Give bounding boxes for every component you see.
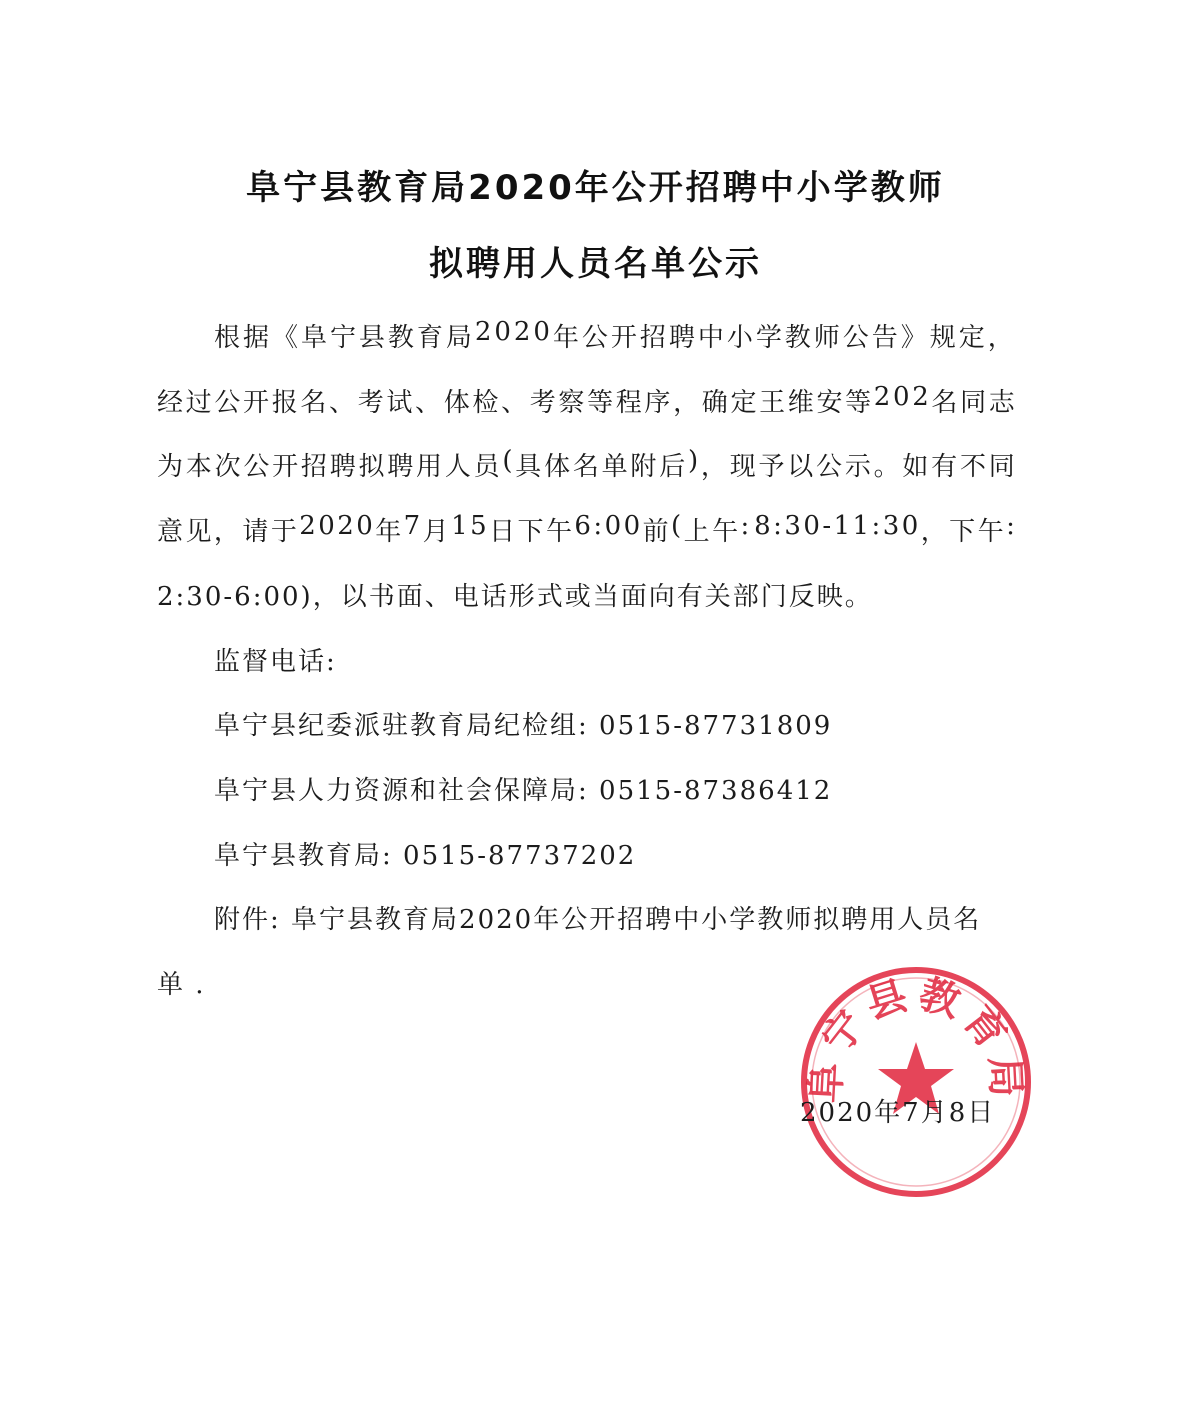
paragraph-line-3: 为 本 次 公 开 招 聘 拟 聘 用 人 员 ( 具 体 名 单 附 后 ) ， 现 予 以 公 示 。 如 有 不 同 [157,446,1015,482]
issue-date: 2020年7月8日 [800,1098,996,1128]
paragraph-line-1: 根 据 《 阜 宁 县 教 育 局 2 0 2 0 年 公 开 招 聘 中 小 学 教 师 公 告 》 规 定 ， [214,317,1014,353]
attachment-line-1: 附件: 阜宁县教育局2020年公开招聘中小学教师拟聘用人员名 [214,905,982,935]
paragraph-line-4: 意 见 ， 请 于 2 0 2 0 年 7 月 1 5 日 下 午 6 : 0 0 前 ( 上 午 : 8 : 3 0 - 1 1 : 3 0 ， 下 午 : [157,511,1015,547]
paragraph-line-5: 2:30-6:00)，以书面、电话形式或当面向有关部门反映。 [157,582,873,612]
contact-line-2: 阜宁县人力资源和社会保障局: 0515-87386412 [214,776,833,806]
svg-text:阜宁县教育局: 阜宁县教育局 [802,970,1030,1105]
title-line-2: 拟聘用人员名单公示 [429,244,762,284]
attachment-line-2: 单 . [157,970,206,1000]
paragraph-line-2: 经 过 公 开 报 名 、 考 试 、 体 检 、 考 察 等 程 序 ， 确 定 王 维 安 等 2 0 2 名 同 志 [157,382,1015,418]
official-seal [798,964,1034,1200]
contact-line-1: 阜宁县纪委派驻教育局纪检组: 0515-87731809 [214,711,833,741]
supervision-label: 监督电话: [214,647,337,677]
title-line-1: 阜宁县教育局2020年公开招聘中小学教师 [246,168,945,208]
contact-line-3: 阜宁县教育局: 0515-87737202 [214,841,637,871]
